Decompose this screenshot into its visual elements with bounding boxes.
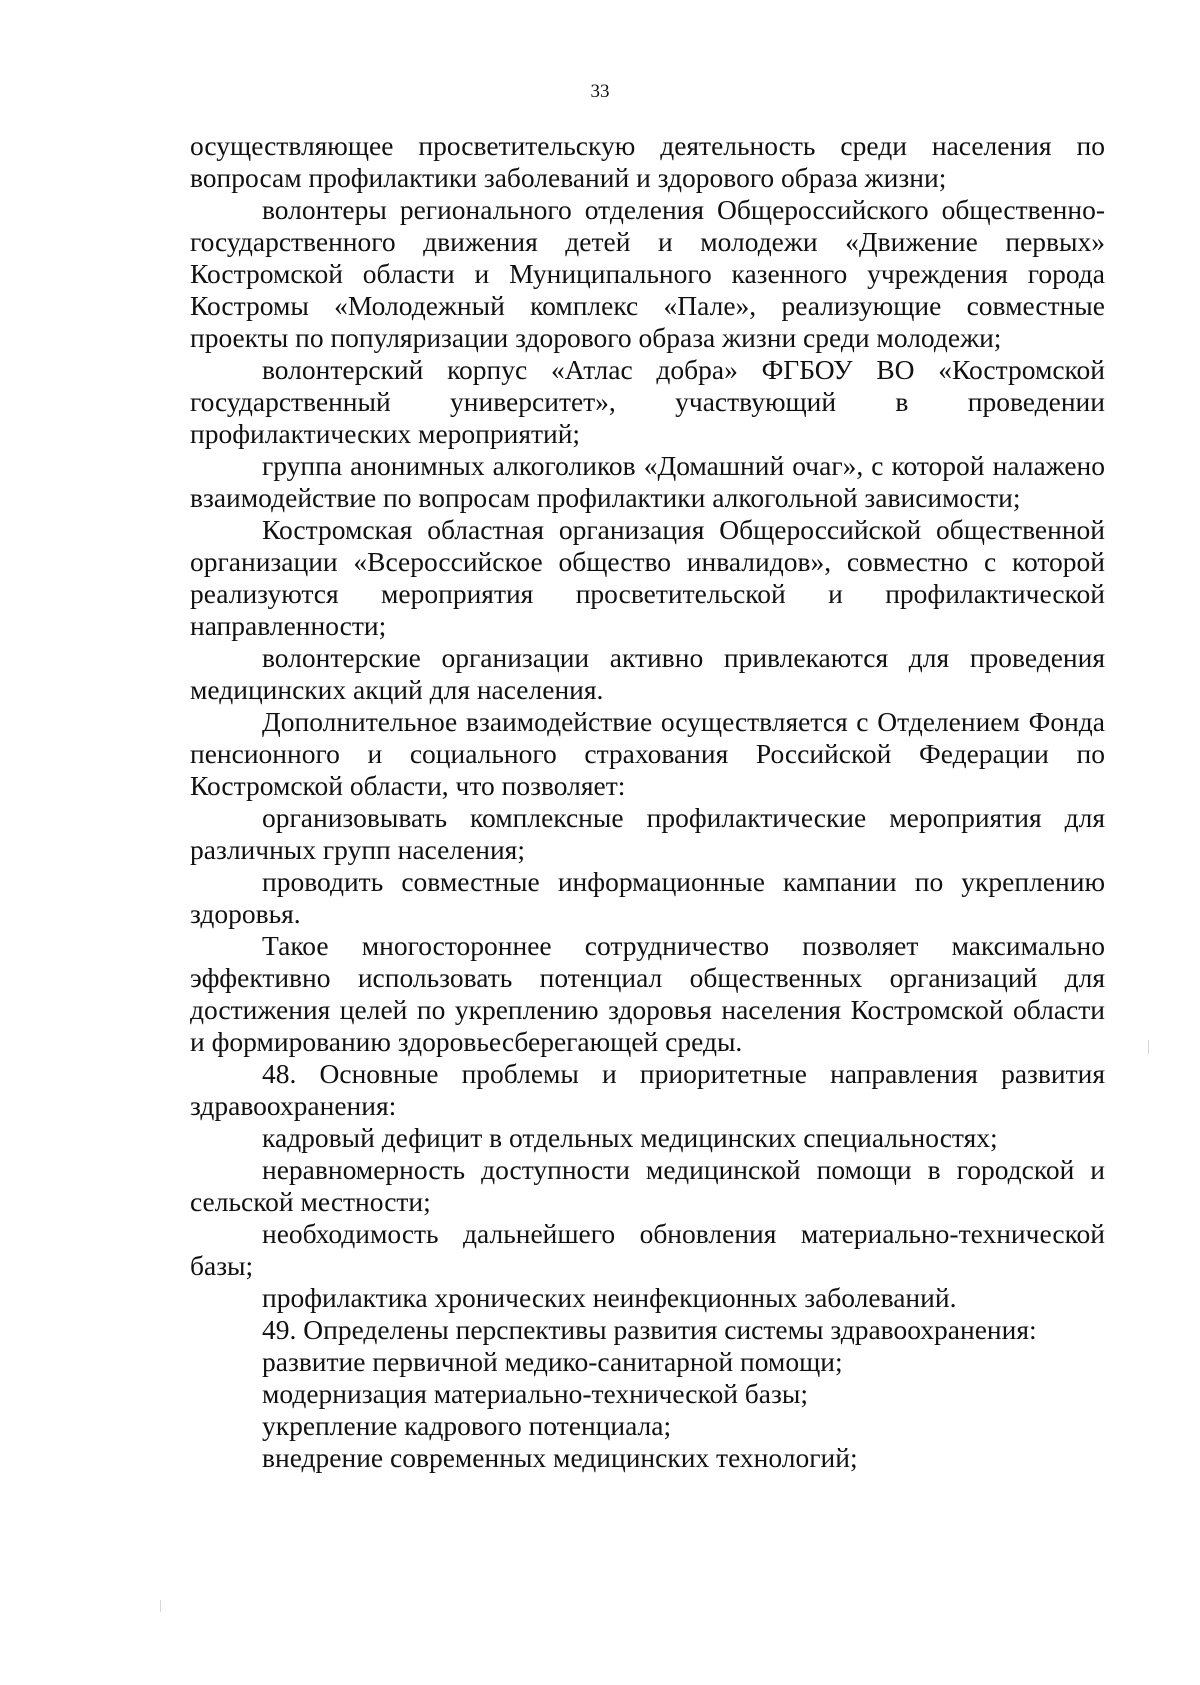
paragraph-1: осуществляющее просветительскую деятельность среди населения по вопросам профилактики заболеваний и здорового образа жизни; — [190, 130, 1105, 193]
paragraph-11: 48. Основные проблемы и приоритетные направления развития здравоохранения: — [190, 1058, 1105, 1121]
scan-artifact — [1148, 1040, 1149, 1054]
paragraph-9: проводить совместные информационные кампании по укреплению здоровья. — [190, 866, 1105, 929]
paragraph-12: кадровый дефицит в отдельных медицинских специальностях; — [262, 1122, 998, 1153]
page-number: 33 — [590, 81, 610, 102]
paragraph-16: 49. Определены перспективы развития системы здравоохранения: — [262, 1314, 1037, 1345]
paragraph-4: группа анонимных алкоголиков «Домашний очаг», с которой налажено взаимодействие по вопросам профилактики алкогольной зависимости; — [190, 450, 1105, 513]
paragraph-8: организовывать комплексные профилактические мероприятия для различных групп населения; — [190, 802, 1105, 865]
paragraph-18: модернизация материально-технической базы; — [262, 1378, 808, 1409]
paragraph-6: волонтерские организации активно привлекаются для проведения медицинских акций для населения. — [190, 642, 1105, 705]
paragraph-13: неравномерность доступности медицинской помощи в городской и сельской местности; — [190, 1154, 1105, 1217]
paragraph-3: волонтерский корпус «Атлас добра» ФГБОУ ВО «Костромской государственный университет», участвующий в проведении профилактических мероприятий; — [190, 354, 1105, 449]
paragraph-14: необходимость дальнейшего обновления материально-технической базы; — [190, 1218, 1105, 1281]
paragraph-19: укрепление кадрового потенциала; — [262, 1410, 672, 1441]
scan-artifact — [160, 1600, 161, 1612]
paragraph-7: Дополнительное взаимодействие осуществляется с Отделением Фонда пенсионного и социального страхования Российской Федерации по Костромской области, что позволяет: — [190, 706, 1105, 801]
document-body — [190, 130, 1105, 1474]
paragraph-17: развитие первичной медико-санитарной помощи; — [262, 1346, 843, 1377]
paragraph-20: внедрение современных медицинских технологий; — [262, 1442, 858, 1473]
paragraph-2: волонтеры регионального отделения Общероссийского общественно-государственного движения детей и молодежи «Движение первых» Костромской области и Муниципального казенного учреждения города Костромы «Молодежный комплекс «Пале», реализующие совместные проекты по популяризации здорового образа жизни среди молодежи; — [190, 194, 1105, 353]
paragraph-5: Костромская областная организация Общероссийской общественной организации «Всероссийское общество инвалидов», совместно с которой реализуются мероприятия просветительской и профилактической направленности; — [190, 514, 1105, 641]
paragraph-10: Такое многостороннее сотрудничество позволяет максимально эффективно использовать потенциал общественных организаций для достижения целей по укреплению здоровья населения Костромской области и формированию здоровьесберегающей среды. — [190, 930, 1105, 1057]
paragraph-15: профилактика хронических неинфекционных заболеваний. — [262, 1282, 957, 1313]
